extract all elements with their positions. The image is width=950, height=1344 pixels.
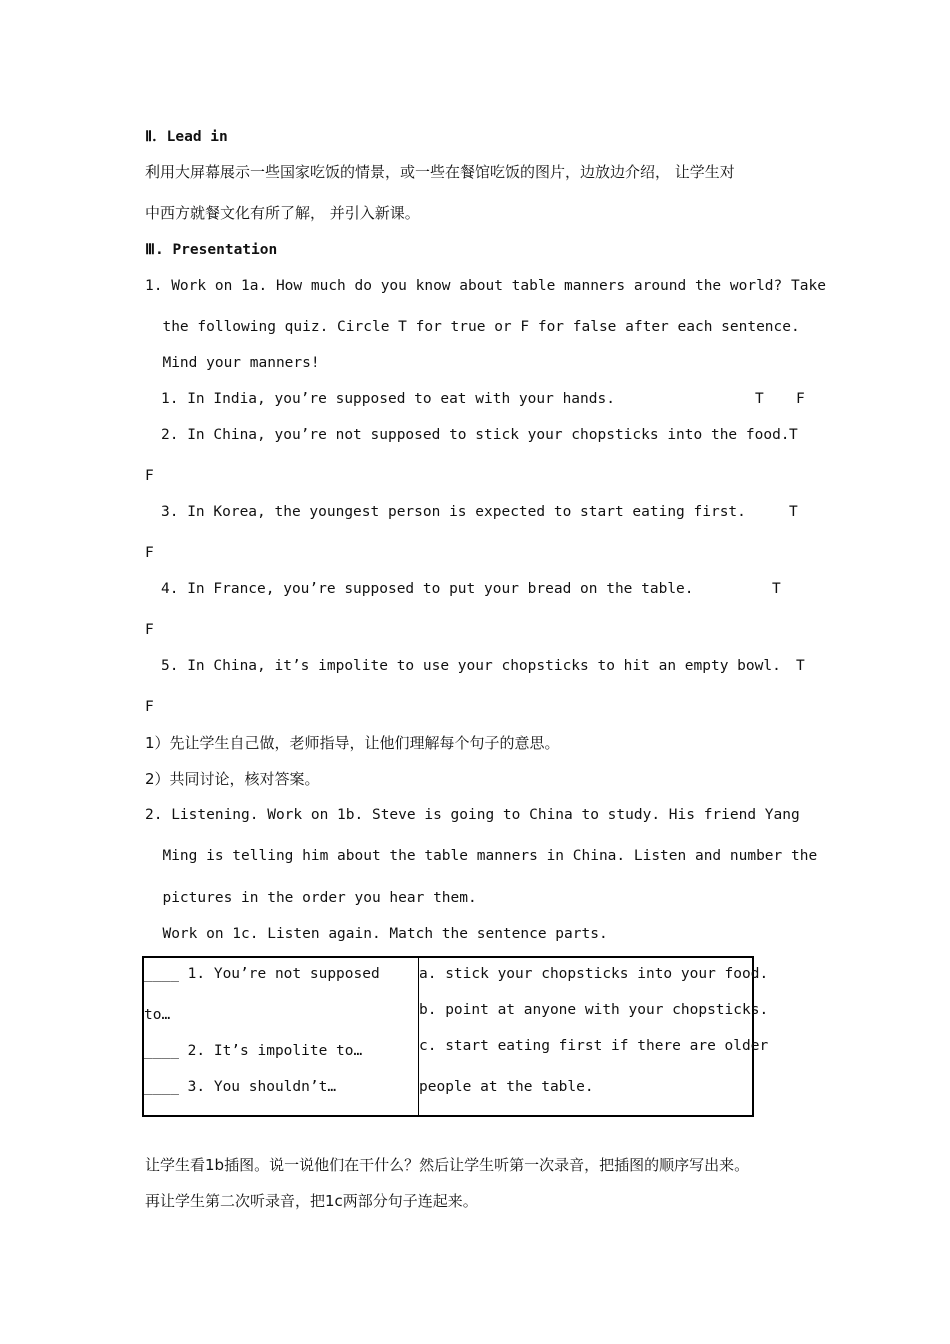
task2-instruction-line-4: Work on 1c. Listen again. Match the sentence parts. [145, 926, 608, 942]
task2-instruction-line-1: 2. Listening. Work on 1b. Steve is going to China to study. His friend Yang [145, 807, 800, 823]
teaching-step-2: 2）共同讨论，核对答案。 [145, 770, 320, 788]
quiz-item-text: 3. In Korea, the youngest person is expected to start eating first. [161, 504, 746, 520]
quiz-true-option: T [789, 504, 798, 520]
sentence-beginning-2: ____ 2. It’s impolite to… [144, 1043, 363, 1059]
section-heading-lead-in: Ⅱ．Lead in [145, 129, 228, 145]
sentence-ending-a: a. stick your chopsticks into your food. [419, 966, 769, 982]
task1-instruction-line-1: 1. Work on 1a. How much do you know about table manners around the world? Take [145, 278, 826, 294]
closing-paragraph-line-1: 让学生看1b插图。说一说他们在干什么？然后让学生听第一次录音，把插图的顺序写出来。 [145, 1156, 750, 1174]
sentence-beginning-3: ____ 3. You shouldn’t… [144, 1079, 337, 1095]
lead-in-paragraph-line-1: 利用大屏幕展示一些国家吃饭的情景，或一些在餐馆吃饭的图片，边放边介绍， 让学生对 [145, 163, 735, 181]
quiz-item-text: 2. In China, you’re not supposed to stick your chopsticks into the food. [161, 427, 790, 443]
quiz-item-text: 1. In India, you’re supposed to eat with your hands. [161, 391, 615, 407]
task1-instruction-line-3: Mind your manners! [145, 355, 320, 371]
teaching-step-1: 1）先让学生自己做，老师指导，让他们理解每个句子的意思。 [145, 734, 560, 752]
task1-instruction-line-2: the following quiz. Circle T for true or F for false after each sentence. [145, 319, 800, 335]
task2-instruction-line-3: pictures in the order you hear them. [145, 890, 477, 906]
quiz-false-option: F [796, 391, 805, 407]
quiz-item-text: 5. In China, it’s impolite to use your chopsticks to hit an empty bowl. [161, 658, 781, 674]
quiz-true-option: T [772, 581, 781, 597]
sentence-beginnings-cell [143, 957, 419, 1116]
sentence-beginning-1: ____ 1. You’re not supposed [144, 966, 380, 982]
sentence-ending-c: c. start eating first if there are older [419, 1038, 769, 1054]
quiz-false-option: F [145, 545, 154, 561]
sentence-endings-cell [419, 957, 769, 1116]
quiz-false-option: F [145, 699, 154, 715]
section-heading-presentation: Ⅲ. Presentation [145, 242, 278, 258]
quiz-item-text: 4. In France, you’re supposed to put your bread on the table. [161, 581, 694, 597]
sentence-matching-table [142, 956, 769, 1117]
sentence-beginning-1-continued: to… [144, 1007, 171, 1023]
quiz-true-option: T [789, 427, 798, 443]
task2-instruction-line-2: Ming is telling him about the table manners in China. Listen and number the [145, 848, 818, 864]
quiz-false-option: F [145, 468, 154, 484]
lead-in-paragraph-line-2: 中西方就餐文化有所了解， 并引入新课。 [145, 204, 420, 222]
quiz-true-option: T [796, 658, 805, 674]
quiz-false-option: F [145, 622, 154, 638]
quiz-true-option: T [755, 391, 764, 407]
closing-paragraph-line-2: 再让学生第二次听录音，把1c两部分句子连起来。 [145, 1192, 478, 1210]
sentence-ending-c-continued: people at the table. [419, 1079, 594, 1095]
sentence-ending-b: b. point at anyone with your chopsticks. [419, 1002, 769, 1018]
